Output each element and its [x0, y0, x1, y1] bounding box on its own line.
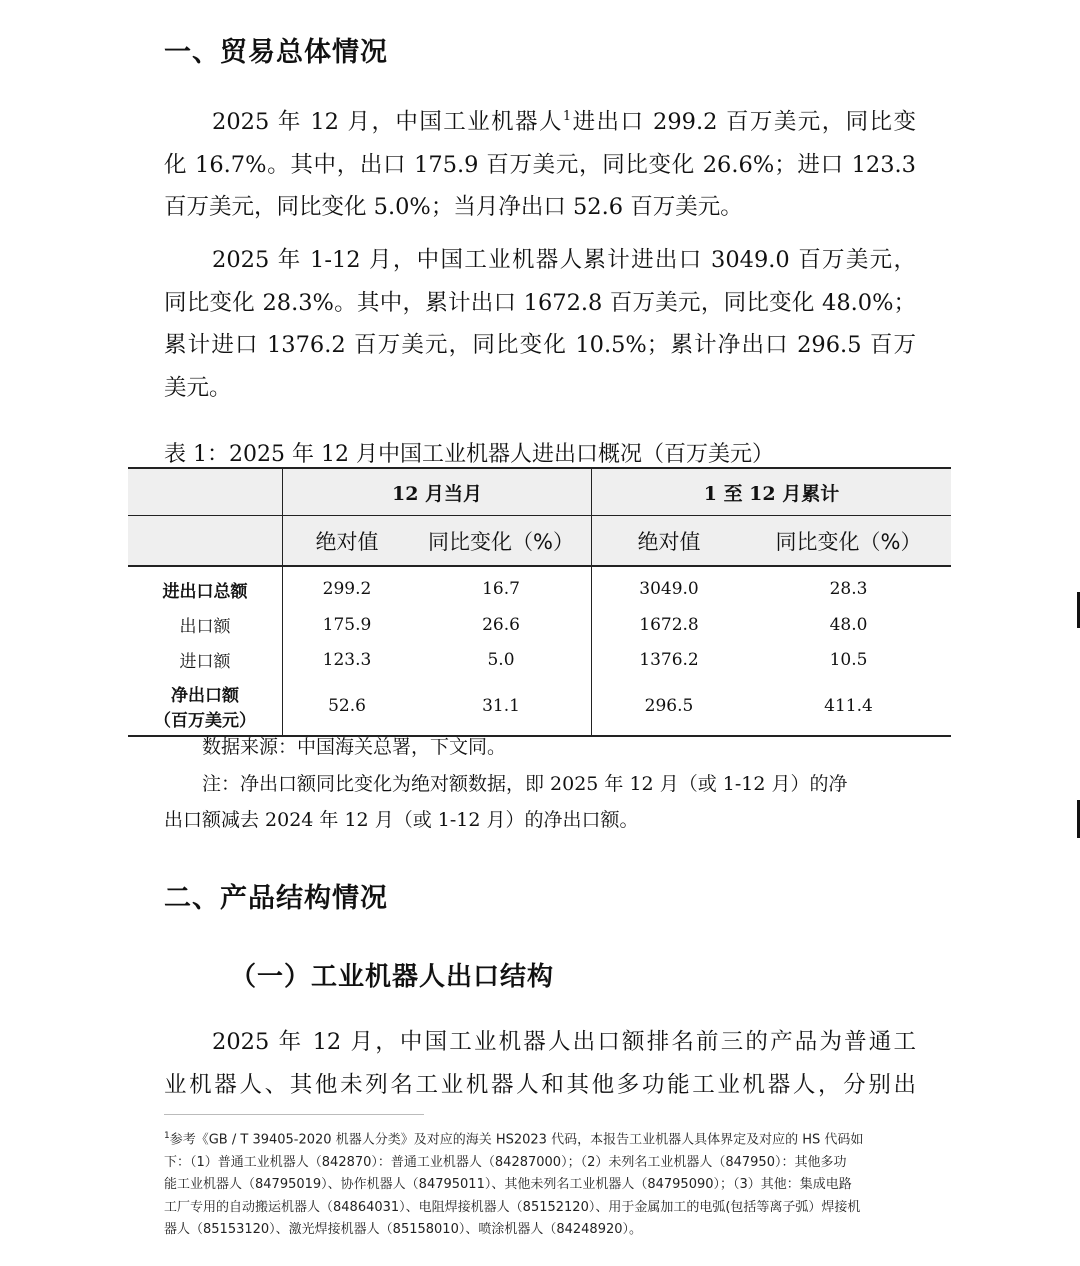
table-note [164, 766, 916, 838]
text-span: 参考《GB / T 39405-2020 机器人分类》及对应的海关 HS2023 代码，本报告工业机器人具体界定及对应的 HS 代码如 [169, 1132, 864, 1148]
table-header-row [128, 468, 951, 516]
cell-month-abs: 299.2 [322, 579, 372, 599]
table-row [128, 566, 951, 607]
row-label-unit: （百万美元） [154, 711, 256, 731]
note-line: 注：净出口额同比变化为绝对额数据，即 2025 年 12 月（或 1-12 月）的净 [202, 773, 848, 795]
row-label: 进出口总额 [128, 566, 283, 607]
row-label [128, 677, 283, 736]
cell-cumulative-yoy: 411.4 [746, 677, 951, 736]
header-cumulative-group: 1 至 12 月累计 [592, 468, 952, 516]
paragraph-line: 业机器人、其他未列名工业机器人和其他多功能工业机器人，分别出 [164, 1071, 916, 1098]
paragraph-annual-trade [164, 239, 916, 409]
table-row [128, 677, 951, 736]
paragraph-december-trade [164, 96, 916, 229]
header-abs-cumulative: 绝对值 [592, 516, 747, 567]
paragraph-export-structure [164, 1021, 916, 1106]
table-row [128, 607, 951, 642]
footnote-ref: 1 [562, 109, 572, 124]
paragraph-line: 美元。 [164, 374, 232, 401]
header-yoy-month: 同比变化（%） [411, 516, 592, 567]
cell-cumulative-abs: 296.5 [592, 677, 747, 736]
paragraph-line: 累计进口 1376.2 百万美元，同比变化 10.5%；累计净出口 296.5 百万 [164, 332, 916, 358]
cell-month-abs: 123.3 [322, 649, 372, 670]
table-caption: 表 1：2025 年 12 月中国工业机器人进出口概况（百万美元） [164, 442, 774, 467]
data-source-note: 数据来源：中国海关总署，下文同。 [202, 736, 507, 758]
text-span: 进出口 299.2 百万美元，同比变 [571, 109, 916, 135]
header-empty-cell [128, 516, 283, 567]
footnote [164, 1125, 918, 1242]
footnote-line: 器人（85153120）、激光焊接机器人（85158010）、喷涂机器人（84248920）。 [164, 1222, 643, 1238]
footnote-separator [164, 1114, 424, 1115]
header-month-group: 12 月当月 [283, 468, 592, 516]
paragraph-line: 百万美元，同比变化 5.0%；当月净出口 52.6 百万美元。 [164, 194, 743, 220]
footnote-line: 下：（1）普通工业机器人（842870）：普通工业机器人（84287000）；（2）未列名工业机器人（847950）：其他多功 [164, 1154, 847, 1170]
text-span: 2025 年 12 月，中国工业机器人 [212, 109, 563, 135]
header-empty-cell [128, 468, 283, 516]
row-label-line: 净出口额 [171, 686, 239, 706]
footnote-line: 工厂专用的自动搬运机器人（84864031）、电阻焊接机器人（85152120）、用于金属加工的电弧(包括等离子弧）焊接机 [164, 1199, 861, 1215]
note-line: 出口额减去 2024 年 12 月（或 1-12 月）的净出口额。 [164, 809, 639, 831]
paragraph-line: 同比变化 28.3%。其中，累计出口 1672.8 百万美元，同比变化 48.0%； [164, 289, 916, 316]
row-label: 出口额 [128, 607, 283, 642]
cell-month-yoy: 16.7 [411, 566, 592, 607]
trade-summary-table [128, 467, 951, 737]
paragraph-line: 化 16.7%。其中，出口 175.9 百万美元，同比变化 26.6%；进口 123.3 [164, 151, 916, 178]
cell-cumulative-yoy: 10.5 [829, 649, 868, 670]
header-yoy-cumulative: 同比变化（%） [746, 516, 951, 567]
cell-cumulative-abs: 1376.2 [639, 649, 699, 670]
paragraph-line: 2025 年 12 月，中国工业机器人出口额排名前三的产品为普通工 [212, 1029, 916, 1055]
cell-month-abs: 52.6 [283, 677, 412, 736]
cell-cumulative-abs: 3049.0 [639, 579, 699, 599]
footnote-line [164, 1125, 918, 1152]
subsection-title-export-structure: （一）工业机器人出口结构 [230, 962, 555, 992]
table-subheader-row [128, 516, 951, 567]
table-row [128, 642, 951, 677]
footnote-mark: 1 [164, 1131, 170, 1141]
cell-cumulative-yoy: 28.3 [829, 579, 868, 599]
section-title-trade-overview: 一、贸易总体情况 [164, 37, 388, 68]
section-title-product-structure: 二、产品结构情况 [164, 883, 388, 914]
footnote-line: 能工业机器人（84795019）、协作机器人（84795011）、其他未列名工业机器人（84795090）；（3）其他：集成电路 [164, 1177, 852, 1193]
cell-month-yoy: 26.6 [411, 607, 592, 642]
paragraph-line [164, 96, 916, 144]
cell-month-yoy: 31.1 [411, 677, 592, 736]
cell-cumulative-yoy: 48.0 [829, 614, 868, 635]
cell-month-yoy: 5.0 [411, 642, 592, 677]
cell-month-abs: 175.9 [322, 614, 372, 635]
row-label: 进口额 [128, 642, 283, 677]
cell-cumulative-abs: 1672.8 [639, 614, 699, 635]
header-abs-month: 绝对值 [283, 516, 412, 567]
paragraph-line: 2025 年 1-12 月，中国工业机器人累计进出口 3049.0 百万美元， [212, 247, 916, 273]
